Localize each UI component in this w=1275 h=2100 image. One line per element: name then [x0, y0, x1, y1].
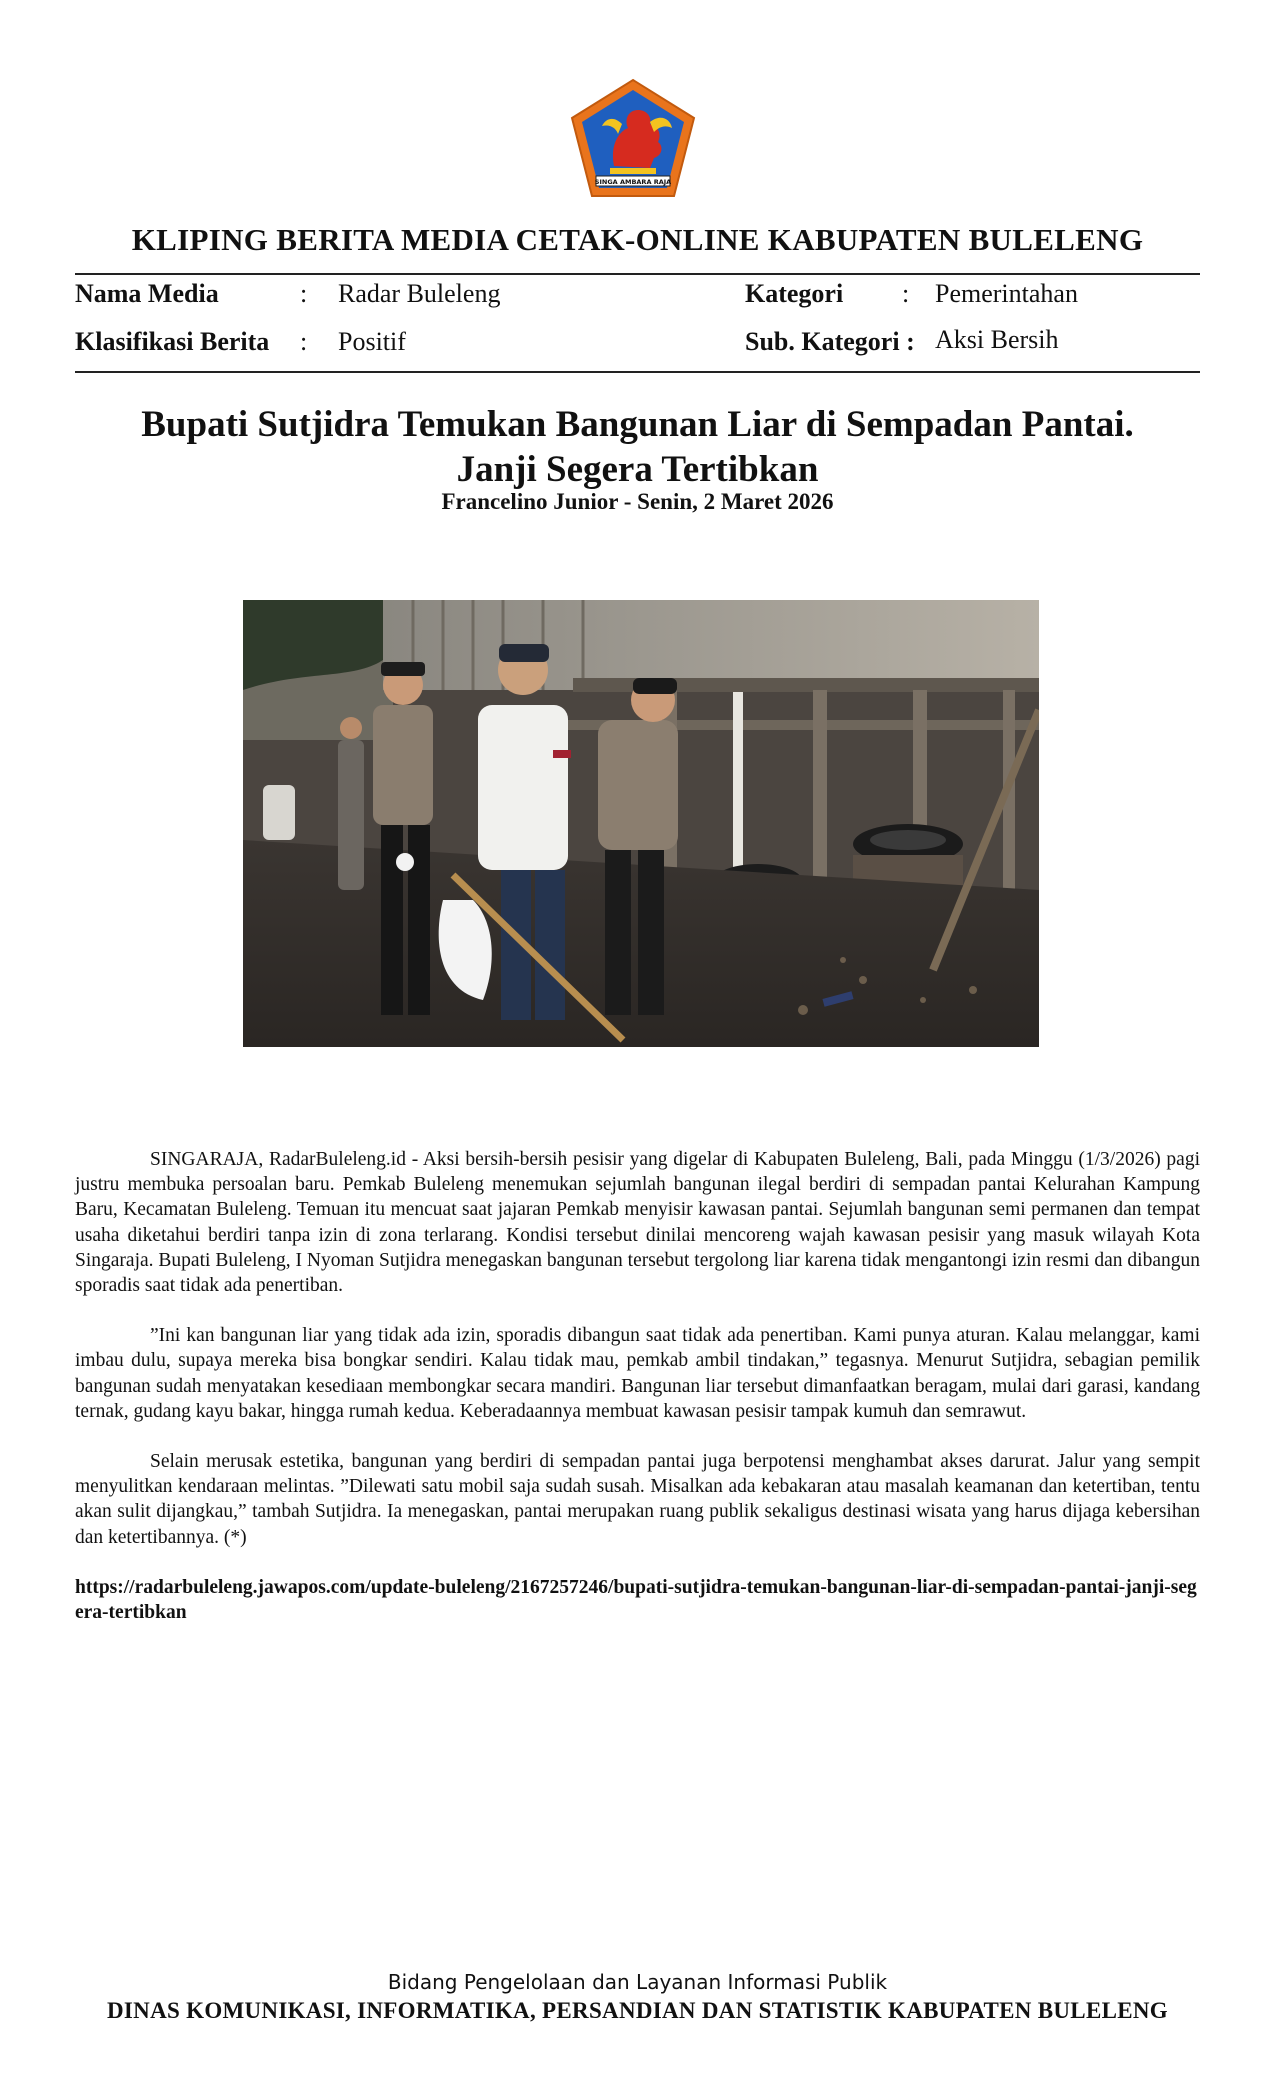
source-link[interactable]: https://radarbuleleng.jawapos.com/update-buleleng/2167257246/bupati-sutjidra-temukan-bangunan-liar-di-sempadan-pantai-janji-segera-tertibkan — [75, 1576, 1197, 1624]
document-title: KLIPING BERITA MEDIA CETAK-ONLINE KABUPATEN BULELENG — [131, 222, 1144, 257]
top-divider — [75, 273, 1200, 275]
article-headline — [75, 402, 1200, 492]
category-value: Pemerintahan — [935, 279, 1078, 308]
meta-separator: : — [300, 327, 308, 356]
bottom-divider — [75, 371, 1200, 373]
footer-unit: Bidang Pengelolaan dan Layanan Informasi Publik — [387, 1970, 888, 1994]
headline-line-2: Janji Segera Tertibkan — [456, 449, 819, 490]
category-label: Kategori — [745, 279, 844, 308]
headline-line-1: Bupati Sutjidra Temukan Bangunan Liar di Sempadan Pantai. — [141, 404, 1134, 445]
meta-media-label-cell — [75, 278, 219, 310]
subcategory-label: Sub. Kategori : — [745, 327, 915, 356]
classification-label: Klasifikasi Berita — [75, 327, 270, 356]
media-label: Nama Media — [75, 279, 219, 308]
article-paragraph: SINGARAJA, RadarBuleleng.id - Aksi bersih-bersih pesisir yang digelar di Kabupaten Buleleng, Bali, pada Minggu (1/3/2026) pagi justru membuka persoalan baru. Pemkab Buleleng menemukan sejumlah bangunan ilegal berdiri di sempadan pantai Kelurahan Kampung Baru, Kecamatan Buleleng. Temuan itu mencuat saat jajaran Pemkab menyisir kawasan pantai. Sejumlah bangunan semi permanen dan tempat usaha diketahui berdiri tanpa izin di zona terlarang. Kondisi tersebut dinilai mencoreng wajah kawasan pesisir yang masuk wilayah Kota Singaraja. Bupati Buleleng, I Nyoman Sutjidra menegaskan bangunan tersebut tergolong liar karena tidak mengantongi izin resmi dan dibangun sporadis saat tidak ada penertiban. — [75, 1149, 1200, 1297]
classification-value: Positif — [338, 327, 406, 356]
subcategory-value: Aksi Bersih — [935, 325, 1059, 354]
article-byline: Francelino Junior - Senin, 2 Maret 2026 — [441, 489, 834, 514]
article-photo — [243, 600, 1039, 1047]
article-body — [75, 1147, 1200, 1650]
article-paragraph: ”Ini kan bangunan liar yang tidak ada izin, sporadis dibangun saat tidak ada penertiban. Kami punya aturan. Kalau melanggar, kami imbau dulu, supaya mereka bisa bongkar sendiri. Kalau tidak mau, pemkab ambil tindakan,” tegasnya. Menurut Sutjidra, sebagian pemilik bangunan sudah menyatakan kesediaan membongkar secara mandiri. Bangunan liar tersebut dimanfaatkan beragam, mulai dari garasi, kandang ternak, gudang kayu bakar, hingga rumah kedua. Keberadaannya membuat kawasan pesisir tampak kumuh dan semrawut. — [75, 1325, 1200, 1422]
footer-agency: DINAS KOMUNIKASI, INFORMATIKA, PERSANDIAN DAN STATISTIK KABUPATEN BULELENG — [107, 1998, 1168, 2023]
media-value: Radar Buleleng — [338, 279, 501, 308]
meta-separator: : — [300, 279, 308, 308]
meta-separator: : — [902, 279, 910, 308]
article-paragraph: Selain merusak estetika, bangunan yang berdiri di sempadan pantai juga berpotensi menghambat akses darurat. Jalur yang sempit menyulitkan kendaraan melintas. ”Dilewati satu mobil saja sudah susah. Misalkan ada kebakaran atau masalah keamanan dan ketertiban, tentu akan sulit dijangkau,” tambah Sutjidra. Ia menegaskan, pantai merupakan ruang publik sekaligus destinasi wisata yang harus dijaga kebersihan dan ketertibannya. (*) — [75, 1451, 1200, 1548]
emblem-motto: SINGA AMBARA RAJA — [594, 178, 672, 186]
buleleng-emblem-icon — [566, 76, 700, 200]
